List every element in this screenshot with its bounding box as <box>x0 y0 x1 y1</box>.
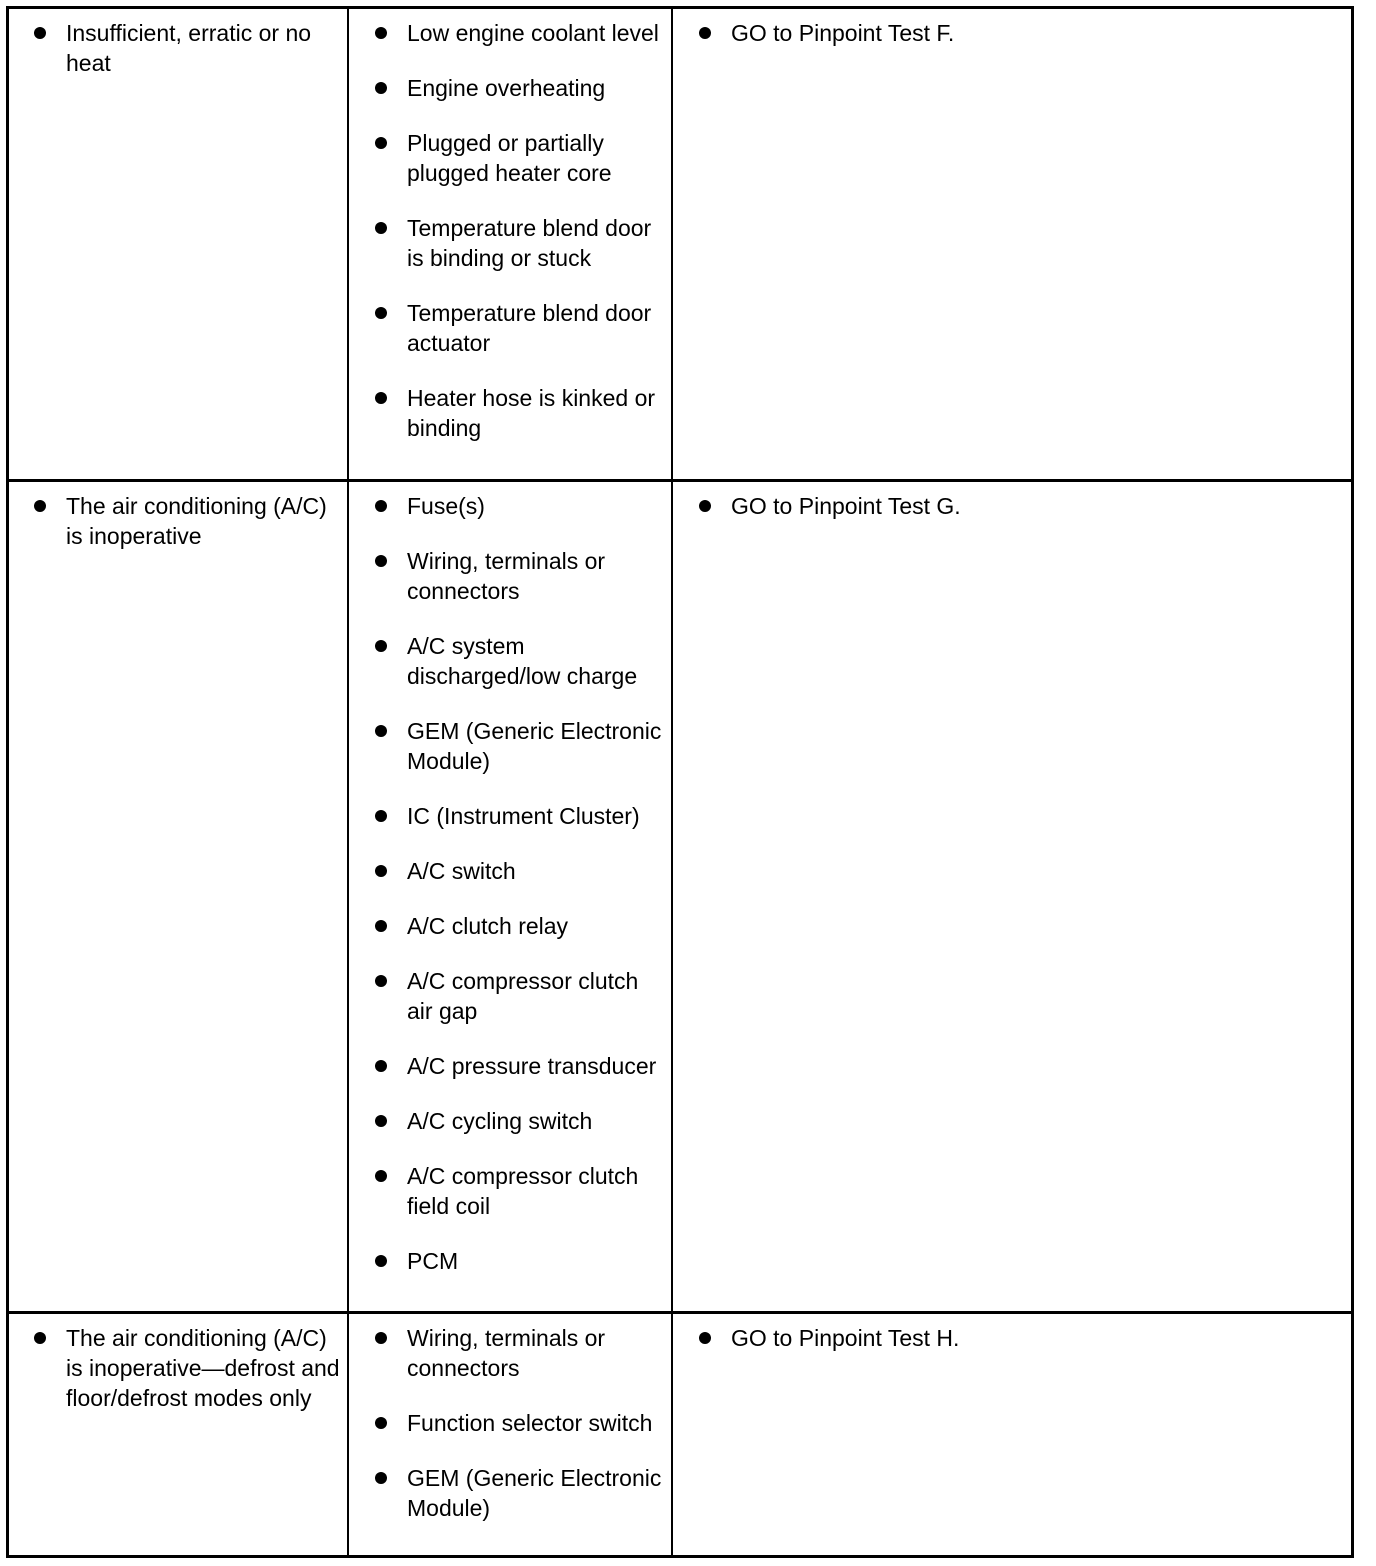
action-text: GO to Pinpoint Test F. <box>731 20 955 46</box>
list-item <box>407 1246 671 1276</box>
source-text: GEM (Generic Electronic Module) <box>407 718 662 774</box>
source-text: PCM <box>407 1248 459 1274</box>
condition-text: The air conditioning (A/C) is inoperative—defrost and floor/defrost modes only <box>66 1325 340 1411</box>
source-text: A/C compressor clutch field coil <box>407 1163 639 1219</box>
list-item <box>407 546 671 606</box>
bullet-icon <box>375 307 387 319</box>
source-text: IC (Instrument Cluster) <box>407 803 640 829</box>
source-text: Wiring, terminals or connectors <box>407 1325 606 1381</box>
list-item <box>407 1408 671 1438</box>
bullet-icon <box>699 500 711 512</box>
bullet-icon <box>375 725 387 737</box>
bullet-icon <box>375 1417 387 1429</box>
list-item <box>407 73 671 103</box>
list-item <box>407 1161 671 1221</box>
source-cell <box>349 1314 673 1555</box>
bullet-icon <box>375 392 387 404</box>
bullet-icon <box>375 920 387 932</box>
source-text: Temperature blend door is binding or stuck <box>407 215 652 271</box>
condition-text: The air conditioning (A/C) is inoperative <box>66 493 327 549</box>
bullet-icon <box>375 1332 387 1344</box>
source-text: Wiring, terminals or connectors <box>407 548 606 604</box>
bullet-icon <box>375 27 387 39</box>
action-cell <box>673 1314 1351 1555</box>
source-text: Heater hose is kinked or binding <box>407 385 656 441</box>
source-cell <box>349 9 673 479</box>
list-item <box>407 1463 671 1523</box>
bullet-icon <box>375 865 387 877</box>
list-item <box>66 1323 347 1413</box>
bullet-icon <box>375 1255 387 1267</box>
source-text: A/C compressor clutch air gap <box>407 968 639 1024</box>
list-item <box>731 491 1351 521</box>
bullet-icon <box>375 810 387 822</box>
bullet-icon <box>375 500 387 512</box>
source-text: GEM (Generic Electronic Module) <box>407 1465 662 1521</box>
bullet-icon <box>375 82 387 94</box>
source-text: A/C switch <box>407 858 516 884</box>
condition-cell <box>9 482 349 1311</box>
list-item <box>407 18 671 48</box>
list-item <box>407 911 671 941</box>
bullet-icon <box>375 1060 387 1072</box>
bullet-icon <box>34 500 46 512</box>
list-item <box>66 18 347 78</box>
bullet-icon <box>34 27 46 39</box>
table-row <box>9 482 1351 1314</box>
list-item <box>407 383 671 443</box>
list-item <box>407 801 671 831</box>
bullet-icon <box>375 555 387 567</box>
condition-text: Insufficient, erratic or no heat <box>66 20 312 76</box>
action-text: GO to Pinpoint Test G. <box>731 493 961 519</box>
list-item <box>407 716 671 776</box>
source-text: Temperature blend door actuator <box>407 300 652 356</box>
list-item <box>407 128 671 188</box>
action-cell <box>673 482 1351 1311</box>
list-item <box>731 18 1351 48</box>
source-text: A/C clutch relay <box>407 913 569 939</box>
bullet-icon <box>375 1115 387 1127</box>
list-item <box>407 1323 671 1383</box>
source-cell <box>349 482 673 1311</box>
bullet-icon <box>699 1332 711 1344</box>
bullet-icon <box>699 27 711 39</box>
list-item <box>407 298 671 358</box>
list-item <box>66 491 347 551</box>
list-item <box>407 213 671 273</box>
list-item <box>407 491 671 521</box>
source-text: Fuse(s) <box>407 493 485 519</box>
source-text: A/C pressure transducer <box>407 1053 657 1079</box>
condition-cell <box>9 9 349 479</box>
bullet-icon <box>375 1170 387 1182</box>
source-text: Function selector switch <box>407 1410 653 1436</box>
list-item <box>407 1106 671 1136</box>
source-text: Low engine coolant level <box>407 20 659 46</box>
source-text: A/C system discharged/low charge <box>407 633 638 689</box>
action-cell <box>673 9 1351 479</box>
source-text: Plugged or partially plugged heater core <box>407 130 612 186</box>
bullet-icon <box>34 1332 46 1344</box>
bullet-icon <box>375 137 387 149</box>
list-item <box>407 631 671 691</box>
condition-cell <box>9 1314 349 1555</box>
action-text: GO to Pinpoint Test H. <box>731 1325 960 1351</box>
bullet-icon <box>375 1472 387 1484</box>
table-row <box>9 9 1351 482</box>
list-item <box>731 1323 1351 1353</box>
list-item <box>407 966 671 1026</box>
diagnosis-table <box>6 6 1354 1558</box>
source-text: A/C cycling switch <box>407 1108 593 1134</box>
list-item <box>407 856 671 886</box>
bullet-icon <box>375 640 387 652</box>
bullet-icon <box>375 222 387 234</box>
list-item <box>407 1051 671 1081</box>
bullet-icon <box>375 975 387 987</box>
table-row <box>9 1314 1351 1555</box>
source-text: Engine overheating <box>407 75 606 101</box>
